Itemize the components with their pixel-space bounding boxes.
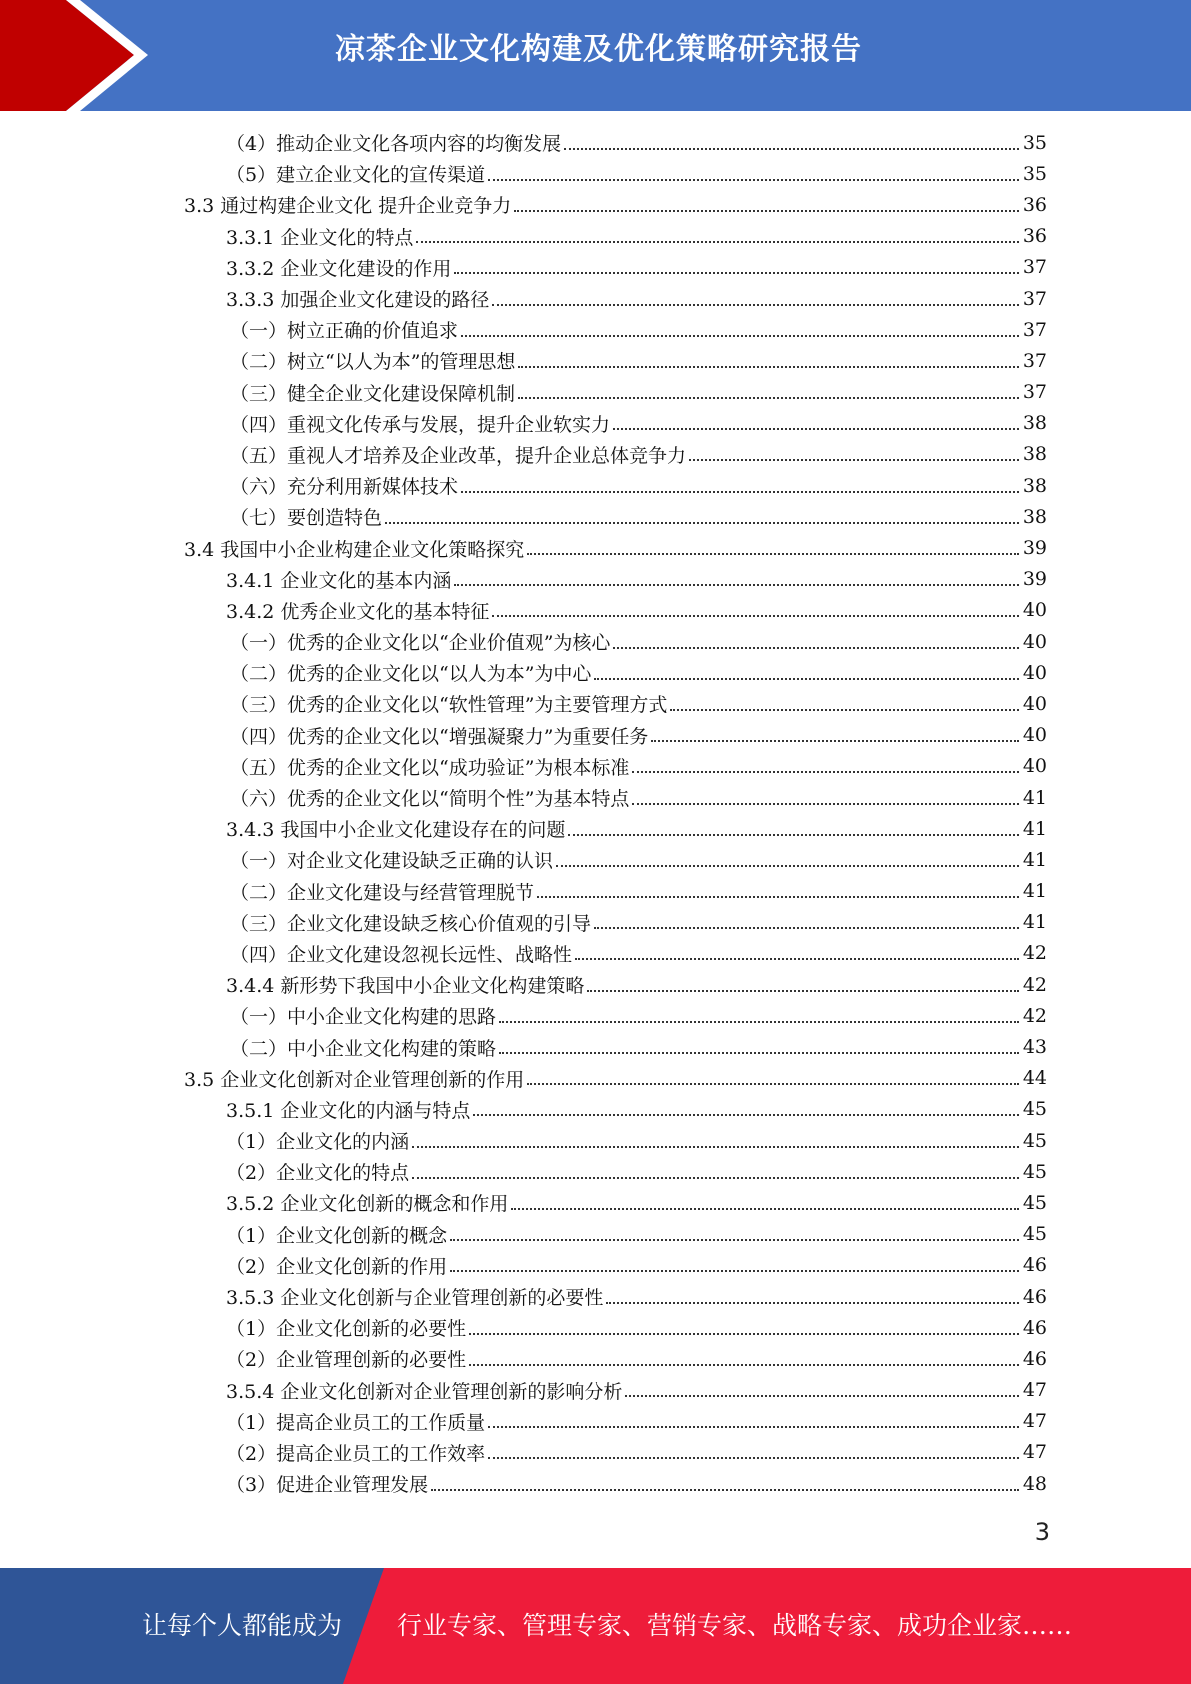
toc-entry-page: 35 — [1022, 162, 1047, 185]
toc-dot-leader — [632, 771, 1019, 773]
toc-dot-leader — [488, 1426, 1019, 1428]
toc-entry[interactable] — [0, 408, 1191, 439]
toc-entry[interactable] — [0, 1094, 1191, 1125]
toc-entry-page: 36 — [1022, 225, 1047, 248]
toc-entry[interactable] — [0, 938, 1191, 969]
toc-entry[interactable] — [0, 813, 1191, 844]
toc-dot-leader — [518, 397, 1019, 399]
toc-entry[interactable] — [0, 688, 1191, 719]
toc-entry[interactable] — [0, 1375, 1191, 1406]
toc-entry-page: 38 — [1022, 505, 1047, 528]
toc-entry-page: 41 — [1022, 880, 1047, 903]
toc-entry-label: （1）企业文化创新的必要性 — [226, 1318, 467, 1341]
toc-dot-leader — [594, 678, 1019, 680]
toc-entry[interactable] — [0, 1063, 1191, 1094]
toc-entry-page: 47 — [1022, 1379, 1047, 1402]
toc-entry-label: （二）企业文化建设与经营管理脱节 — [230, 881, 535, 904]
toc-entry-page: 40 — [1022, 661, 1047, 684]
toc-entry[interactable] — [0, 1031, 1191, 1062]
toc-entry-page: 48 — [1022, 1472, 1047, 1495]
toc-entry-page: 45 — [1022, 1129, 1047, 1152]
toc-dot-leader — [689, 459, 1019, 461]
toc-entry-page: 45 — [1022, 1191, 1047, 1214]
toc-entry[interactable] — [0, 252, 1191, 283]
toc-entry[interactable] — [0, 377, 1191, 408]
toc-dot-leader — [492, 304, 1019, 306]
toc-entry[interactable] — [0, 1343, 1191, 1374]
toc-dot-leader — [613, 428, 1019, 430]
toc-entry-label: （5）建立企业文化的宣传渠道 — [226, 164, 486, 187]
header-arrow-decoration — [0, 0, 160, 111]
toc-entry-page: 41 — [1022, 911, 1047, 934]
toc-entry-page: 45 — [1022, 1160, 1047, 1183]
toc-entry[interactable] — [0, 221, 1191, 252]
toc-entry-label: 3.3 通过构建企业文化 提升企业竞争力 — [184, 195, 512, 218]
toc-dot-leader — [594, 927, 1019, 929]
toc-entry-page: 44 — [1022, 1067, 1047, 1090]
toc-entry-label: （二）中小企业文化构建的策略 — [230, 1037, 497, 1060]
toc-dot-leader — [575, 958, 1019, 960]
toc-entry[interactable] — [0, 1250, 1191, 1281]
toc-entry-page: 38 — [1022, 412, 1047, 435]
toc-dot-leader — [454, 584, 1019, 586]
toc-dot-leader — [461, 491, 1019, 493]
toc-dot-leader — [499, 1052, 1019, 1054]
toc-dot-leader — [651, 740, 1019, 742]
toc-entry[interactable] — [0, 844, 1191, 875]
toc-entry-label: 3.5.3 企业文化创新与企业管理创新的必要性 — [226, 1287, 604, 1310]
toc-entry[interactable] — [0, 969, 1191, 1000]
toc-entry-page: 40 — [1022, 724, 1047, 747]
toc-entry[interactable] — [0, 345, 1191, 376]
toc-entry[interactable] — [0, 564, 1191, 595]
toc-entry-page: 40 — [1022, 630, 1047, 653]
toc-entry-label: （六）充分利用新媒体技术 — [230, 476, 459, 499]
toc-entry[interactable] — [0, 439, 1191, 470]
toc-dot-leader — [469, 1333, 1019, 1335]
toc-entry-page: 40 — [1022, 692, 1047, 715]
toc-dot-leader — [492, 615, 1019, 617]
toc-dot-leader — [488, 179, 1019, 181]
toc-entry-page: 41 — [1022, 848, 1047, 871]
toc-entry-page: 37 — [1022, 381, 1047, 404]
toc-entry-label: （1）企业文化创新的概念 — [226, 1224, 448, 1247]
toc-entry[interactable] — [0, 1468, 1191, 1499]
toc-entry-page: 47 — [1022, 1441, 1047, 1464]
toc-dot-leader — [613, 647, 1019, 649]
toc-dot-leader — [461, 335, 1019, 337]
toc-entry-page: 45 — [1022, 1223, 1047, 1246]
toc-dot-leader — [537, 896, 1019, 898]
toc-entry-label: （三）优秀的企业文化以“软性管理”为主要管理方式 — [230, 694, 668, 717]
toc-dot-leader — [416, 241, 1019, 243]
toc-entry[interactable] — [0, 1156, 1191, 1187]
toc-dot-leader — [488, 1457, 1019, 1459]
toc-dot-leader — [632, 803, 1019, 805]
toc-entry-label: 3.4.4 新形势下我国中小企业文化构建策略 — [226, 975, 585, 998]
toc-dot-leader — [450, 1270, 1019, 1272]
toc-entry-page: 37 — [1022, 256, 1047, 279]
toc-entry-page: 37 — [1022, 318, 1047, 341]
toc-entry[interactable] — [0, 1312, 1191, 1343]
toc-entry-page: 41 — [1022, 817, 1047, 840]
toc-dot-leader — [527, 1083, 1019, 1085]
toc-entry-page: 41 — [1022, 786, 1047, 809]
toc-entry[interactable] — [0, 1437, 1191, 1468]
page-footer — [0, 1568, 1191, 1684]
toc-dot-leader — [606, 1302, 1019, 1304]
toc-entry-page: 42 — [1022, 1004, 1047, 1027]
toc-entry[interactable] — [0, 501, 1191, 532]
toc-entry[interactable] — [0, 532, 1191, 563]
toc-entry-label: （七）要创造特色 — [230, 507, 383, 530]
toc-entry[interactable] — [0, 1219, 1191, 1250]
toc-entry[interactable] — [0, 283, 1191, 314]
toc-entry-label: （三）企业文化建设缺乏核心价值观的引导 — [230, 912, 592, 935]
toc-entry-label: （一）中小企业文化构建的思路 — [230, 1006, 497, 1029]
toc-dot-leader — [412, 1177, 1019, 1179]
toc-entry-page: 39 — [1022, 568, 1047, 591]
toc-entry-page: 37 — [1022, 287, 1047, 310]
toc-entry-page: 46 — [1022, 1254, 1047, 1277]
toc-entry-label: （三）健全企业文化建设保障机制 — [230, 382, 516, 405]
toc-entry[interactable] — [0, 1281, 1191, 1312]
toc-entry-page: 35 — [1022, 131, 1047, 154]
toc-entry-page: 39 — [1022, 537, 1047, 560]
page-header — [0, 0, 1191, 111]
toc-entry[interactable] — [0, 595, 1191, 626]
toc-entry-label: （四）重视文化传承与发展，提升企业软实力 — [230, 413, 611, 436]
toc-entry-page: 46 — [1022, 1316, 1047, 1339]
toc-entry-label: 3.4.1 企业文化的基本内涵 — [226, 569, 452, 592]
toc-entry[interactable] — [0, 720, 1191, 751]
toc-entry-label: （五）优秀的企业文化以“成功验证”为根本标准 — [230, 756, 630, 779]
toc-dot-leader — [587, 990, 1019, 992]
toc-entry[interactable] — [0, 127, 1191, 158]
toc-dot-leader — [514, 210, 1019, 212]
toc-entry-page: 42 — [1022, 942, 1047, 965]
toc-entry-label: 3.3.3 加强企业文化建设的路径 — [226, 289, 490, 312]
toc-entry[interactable] — [0, 314, 1191, 345]
toc-entry-page: 36 — [1022, 193, 1047, 216]
toc-dot-leader — [454, 272, 1019, 274]
toc-dot-leader — [499, 1021, 1019, 1023]
toc-dot-leader — [469, 1364, 1019, 1366]
toc-entry-label: 3.5 企业文化创新对企业管理创新的作用 — [184, 1068, 525, 1091]
toc-entry-label: （五）重视人才培养及企业改革，提升企业总体竞争力 — [230, 444, 687, 467]
toc-entry-page: 46 — [1022, 1347, 1047, 1370]
toc-entry-label: （3）促进企业管理发展 — [226, 1474, 429, 1497]
toc-entry[interactable] — [0, 782, 1191, 813]
toc-dot-leader — [564, 148, 1019, 150]
toc-entry-label: （2）企业文化创新的作用 — [226, 1255, 448, 1278]
toc-entry-page: 45 — [1022, 1098, 1047, 1121]
toc-dot-leader — [431, 1489, 1019, 1491]
toc-entry-label: （一）树立正确的价值追求 — [230, 320, 459, 343]
toc-entry-page: 43 — [1022, 1036, 1047, 1059]
toc-entry[interactable] — [0, 907, 1191, 938]
toc-entry-label: （四）企业文化建设忽视长远性、战略性 — [230, 943, 573, 966]
toc-entry[interactable] — [0, 189, 1191, 220]
toc-entry-label: 3.3.2 企业文化建设的作用 — [226, 257, 452, 280]
toc-entry-label: （2）企业管理创新的必要性 — [226, 1349, 467, 1372]
toc-entry[interactable] — [0, 657, 1191, 688]
toc-entry-label: 3.4 我国中小企业构建企业文化策略探究 — [184, 538, 525, 561]
toc-entry-page: 46 — [1022, 1285, 1047, 1308]
toc-entry-label: （二）树立“以人为本”的管理思想 — [230, 351, 516, 374]
toc-entry-label: （六）优秀的企业文化以“简明个性”为基本特点 — [230, 788, 630, 811]
footer-slogan-right: 行业专家、管理专家、营销专家、战略专家、成功企业家…… — [397, 1611, 1073, 1640]
toc-dot-leader — [670, 709, 1019, 711]
toc-entry-label: （四）优秀的企业文化以“增强凝聚力”为重要任务 — [230, 725, 649, 748]
toc-entry[interactable] — [0, 1125, 1191, 1156]
footer-slogan-left: 让每个人都能成为 — [142, 1611, 343, 1640]
toc-entry-label: 3.4.3 我国中小企业文化建设存在的问题 — [226, 819, 566, 842]
toc-entry-label: （一）优秀的企业文化以“企业价值观”为核心 — [230, 632, 611, 655]
toc-dot-leader — [412, 1146, 1019, 1148]
toc-entry-label: （4）推动企业文化各项内容的均衡发展 — [226, 133, 562, 156]
toc-dot-leader — [527, 553, 1019, 555]
toc-entry-label: （2）提高企业员工的工作效率 — [226, 1442, 486, 1465]
toc-entry[interactable] — [0, 876, 1191, 907]
page-number: 3 — [1034, 1518, 1050, 1546]
toc-entry-label: 3.5.1 企业文化的内涵与特点 — [226, 1099, 471, 1122]
toc-dot-leader — [556, 865, 1019, 867]
toc-dot-leader — [625, 1395, 1019, 1397]
toc-entry[interactable] — [0, 1000, 1191, 1031]
toc-entry-page: 42 — [1022, 973, 1047, 996]
toc-entry-page: 37 — [1022, 349, 1047, 372]
toc-dot-leader — [450, 1239, 1019, 1241]
toc-dot-leader — [385, 522, 1019, 524]
toc-entry-label: （1）提高企业员工的工作质量 — [226, 1411, 486, 1434]
toc-entry-page: 40 — [1022, 755, 1047, 778]
toc-entry-page: 38 — [1022, 443, 1047, 466]
toc-entry-label: 3.4.2 优秀企业文化的基本特征 — [226, 600, 490, 623]
toc-entry-label: 3.5.4 企业文化创新对企业管理创新的影响分析 — [226, 1380, 623, 1403]
toc-entry-label: （2）企业文化的特点 — [226, 1162, 410, 1185]
toc-entry-label: （1）企业文化的内涵 — [226, 1131, 410, 1154]
toc-dot-leader — [568, 834, 1019, 836]
toc-entry-label: 3.5.2 企业文化创新的概念和作用 — [226, 1193, 509, 1216]
toc-entry[interactable] — [0, 1187, 1191, 1218]
toc-entry-label: （一）对企业文化建设缺乏正确的认识 — [230, 850, 554, 873]
toc-entry[interactable] — [0, 470, 1191, 501]
toc-entry-label: 3.3.1 企业文化的特点 — [226, 226, 414, 249]
toc-entry[interactable] — [0, 1406, 1191, 1437]
toc-dot-leader — [518, 366, 1019, 368]
toc-entry-page: 47 — [1022, 1410, 1047, 1433]
toc-entry-page: 38 — [1022, 474, 1047, 497]
toc-entry[interactable] — [0, 626, 1191, 657]
toc-entry-label: （二）优秀的企业文化以“以人为本”为中心 — [230, 663, 592, 686]
document-title: 凉茶企业文化构建及优化策略研究报告 — [335, 32, 862, 67]
toc-entry[interactable] — [0, 751, 1191, 782]
toc-entry[interactable] — [0, 158, 1191, 189]
toc-dot-leader — [511, 1208, 1019, 1210]
toc-entry-page: 40 — [1022, 599, 1047, 622]
table-of-contents — [0, 127, 1191, 1499]
toc-dot-leader — [473, 1114, 1019, 1116]
